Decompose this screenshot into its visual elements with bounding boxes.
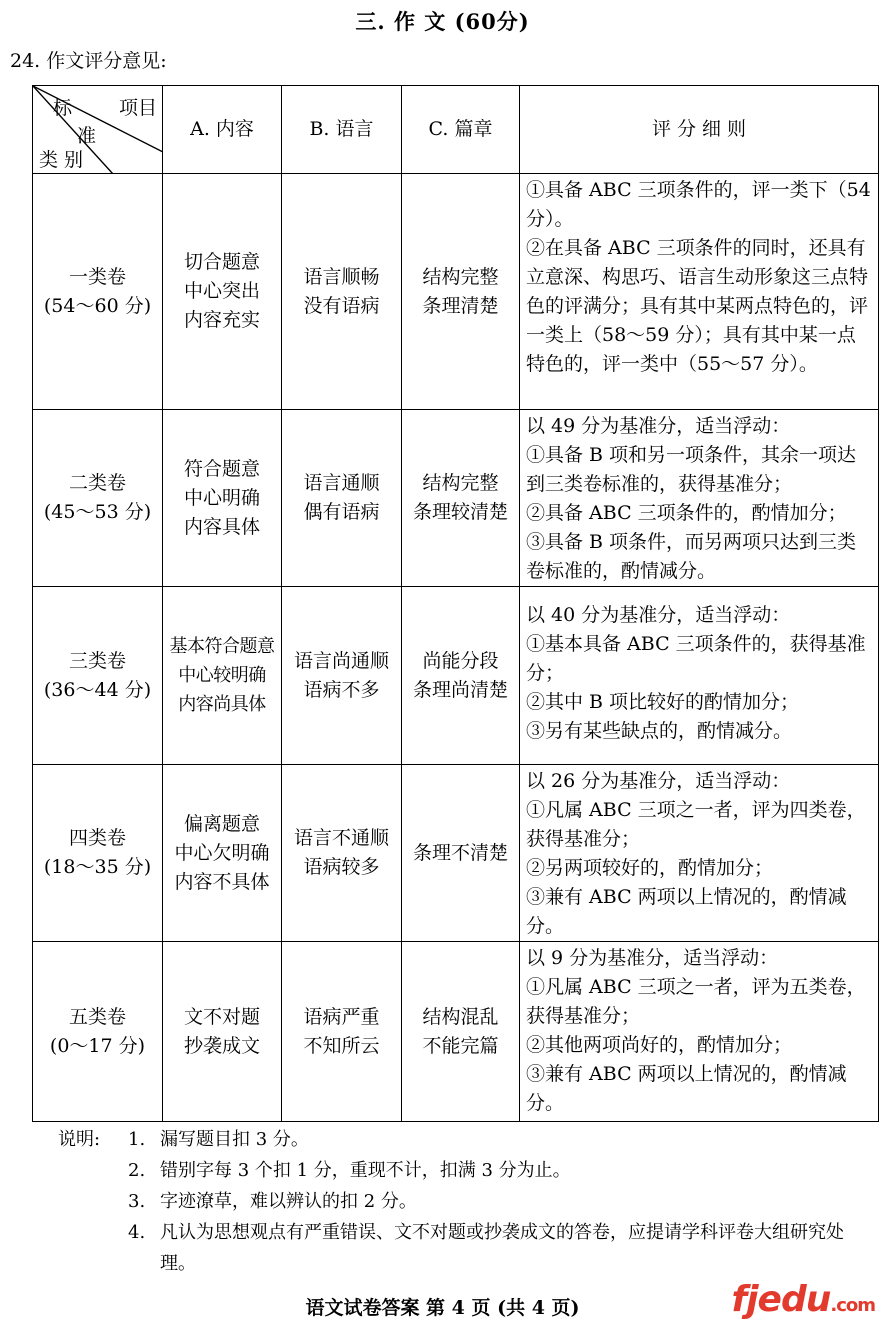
language-cell: 语言不通顺 语病较多 — [282, 765, 402, 942]
rules-cell: 以 9 分为基准分，适当浮动： ①凡属 ABC 三项之一者，评为五类卷，获得基准分； ②其他两项尚好的，酌情加分； ③兼有 ABC 两项以上情况的，酌情减分。 — [520, 942, 879, 1122]
rules-cell: 以 26 分为基准分，适当浮动： ①凡属 ABC 三项之一者，评为四类卷，获得基准分； ②另两项较好的，酌情加分； ③兼有 ABC 两项以上情况的，酌情减分。 — [520, 765, 879, 942]
structure-cell: 结构混乱 不能完篇 — [402, 942, 520, 1122]
site-logo: fjedu.com — [731, 1279, 875, 1320]
content-cell: 切合题意 中心突出 内容充实 — [163, 174, 282, 410]
corner-label-standard-1: 标 — [53, 97, 73, 119]
table-row — [33, 942, 879, 1122]
header-content: A. 内容 — [163, 86, 282, 174]
note-item: 4. 凡认为思想观点有严重错误、文不对题或抄袭成文的答卷，应提请学科评卷大组研究处理。 — [128, 1222, 844, 1274]
language-cell: 语言尚通顺 语病不多 — [282, 587, 402, 765]
language-cell: 语病严重 不知所云 — [282, 942, 402, 1122]
notes-lead: 说明: — [58, 1129, 101, 1150]
rules-cell: 以 40 分为基准分，适当浮动： ①基本具备 ABC 三项条件的，获得基准分； ②其中 B 项比较好的酌情加分； ③另有某些缺点的，酌情减分。 — [520, 587, 879, 765]
content-cell: 基本符合题意 中心较明确 内容尚具体 — [163, 587, 282, 765]
table-row — [33, 587, 879, 765]
grade-cell: 一类卷 (54～60 分) — [33, 174, 163, 410]
question-heading: 24. 作文评分意见: — [10, 50, 167, 72]
note-item: 3. 字迹潦草，难以辨认的扣 2 分。 — [128, 1191, 417, 1212]
grade-cell: 四类卷 (18～35 分) — [33, 765, 163, 942]
grade-cell: 二类卷 (45～53 分) — [33, 410, 163, 587]
table-row — [33, 174, 879, 410]
structure-cell: 结构完整 条理清楚 — [402, 174, 520, 410]
structure-cell: 尚能分段 条理尚清楚 — [402, 587, 520, 765]
header-structure: C. 篇章 — [402, 86, 520, 174]
corner-cell — [33, 86, 163, 174]
corner-label-standard-2: 准 — [77, 125, 97, 147]
corner-label-category: 类 别 — [39, 149, 84, 171]
grade-cell: 五类卷 (0～17 分) — [33, 942, 163, 1122]
scoring-table — [32, 85, 879, 1122]
note-item: 说明: 1. 漏写题目扣 3 分。 — [58, 1124, 878, 1155]
notes-section — [58, 1124, 878, 1279]
header-row — [33, 86, 879, 174]
page-footer: 语文试卷答案 第 4 页 (共 4 页) — [305, 1297, 580, 1319]
structure-cell: 结构完整 条理较清楚 — [402, 410, 520, 587]
content-cell: 符合题意 中心明确 内容具体 — [163, 410, 282, 587]
structure-cell: 条理不清楚 — [402, 765, 520, 942]
header-language: B. 语言 — [282, 86, 402, 174]
corner-label-item: 项目 — [119, 97, 158, 119]
content-cell: 文不对题 抄袭成文 — [163, 942, 282, 1122]
grade-cell: 三类卷 (36～44 分) — [33, 587, 163, 765]
table-row — [33, 410, 879, 587]
rules-cell: ①具备 ABC 三项条件的，评一类下（54 分）。 ②在具备 ABC 三项条件的同时，还具有立意深、构思巧、语言生动形象这三点特色的评满分；具有其中某两点特色的，评一类上（58～59 分）；具有其中某一点特色的，评一类中（55～57 分）。 — [520, 174, 879, 410]
language-cell: 语言通顺 偶有语病 — [282, 410, 402, 587]
section-title: 三. 作 文 (60分) — [355, 9, 530, 34]
rules-cell: 以 49 分为基准分，适当浮动： ①具备 B 项和另一项条件，其余一项达到三类卷标准的，获得基准分； ②具备 ABC 三项条件的，酌情加分； ③具备 B 项条件，而另两项只达到三类卷标准的，酌情减分。 — [520, 410, 879, 587]
table-row — [33, 765, 879, 942]
language-cell: 语言顺畅 没有语病 — [282, 174, 402, 410]
note-item: 2. 错别字每 3 个扣 1 分，重现不计，扣满 3 分为止。 — [128, 1160, 571, 1181]
content-cell: 偏离题意 中心欠明确 内容不具体 — [163, 765, 282, 942]
header-rules: 评 分 细 则 — [520, 86, 879, 174]
